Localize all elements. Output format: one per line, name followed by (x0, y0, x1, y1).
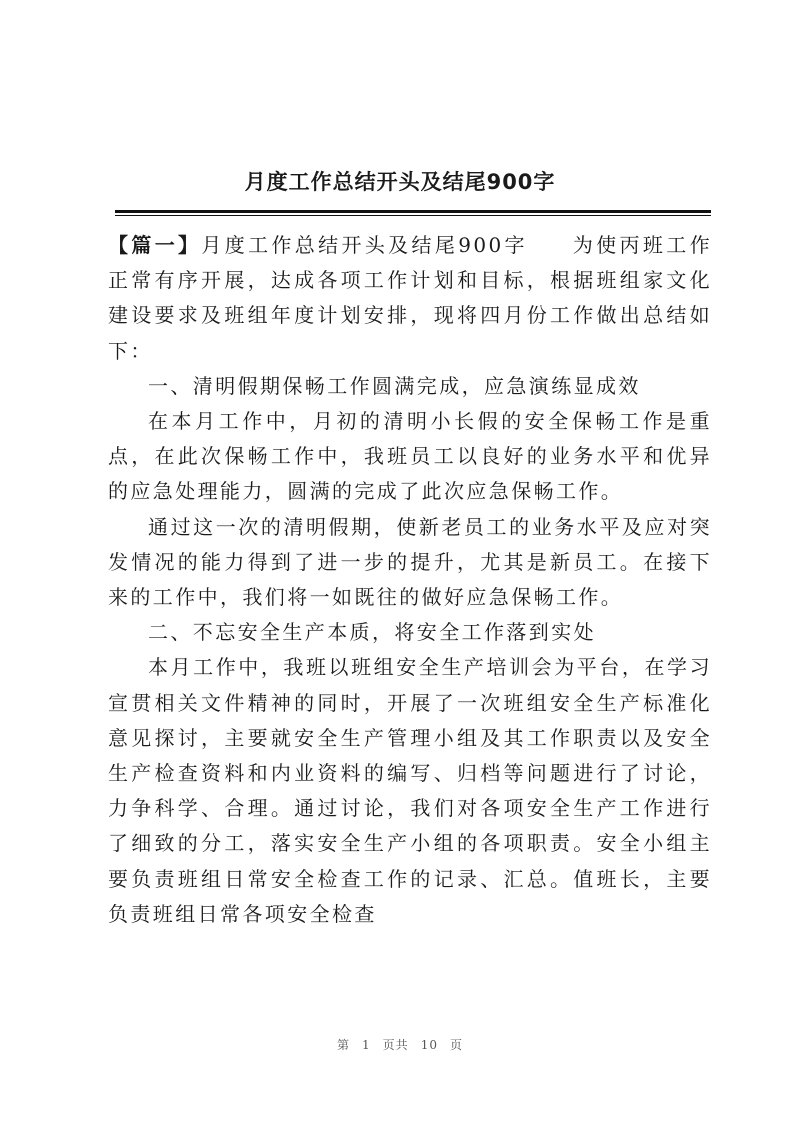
section-tag: 【篇一】 (108, 233, 202, 257)
body-paragraph: 在本月工作中，月初的清明小长假的安全保畅工作是重点，在此次保畅工作中，我班员工以良好的业务水平和优异的应急处理能力，圆满的完成了此次应急保畅工作。 (108, 409, 712, 504)
intro-text: 为使丙班工作正常有序开展，达成各项工作计划和目标，根据班组家文化建设要求及班组年度计划安排，现将四月份工作做出总结如下： (108, 233, 712, 363)
footer-middle: 页共 (382, 1038, 409, 1052)
intro-paragraph (108, 228, 712, 369)
document-body (108, 228, 712, 932)
page-footer (0, 1036, 800, 1053)
section-heading-2: 二、不忘安全生产本质，将安全工作落到实处 (148, 620, 596, 645)
footer-prefix: 第 (337, 1038, 351, 1052)
footer-current-page: 1 (362, 1038, 371, 1052)
footer-total-pages: 10 (420, 1038, 438, 1052)
title-divider-thick (115, 210, 711, 213)
document-title: 月度工作总结开头及结尾900字 (244, 170, 556, 194)
footer-suffix: 页 (449, 1038, 463, 1052)
section-heading-1: 一、清明假期保畅工作圆满完成，应急演练显成效 (148, 373, 641, 398)
body-paragraph: 通过这一次的清明假期，使新老员工的业务水平及应对突发情况的能力得到了进一步的提升，尤其是新员工。在接下来的工作中，我们将一如既往的做好应急保畅工作。 (108, 514, 712, 610)
title-divider-thin (115, 215, 711, 216)
section-tag-title: 月度工作总结开头及结尾900字 (201, 233, 528, 257)
body-paragraph: 本月工作中，我班以班组安全生产培训会为平台，在学习宣贯相关文件精神的同时，开展了一次班组安全生产标准化意见探讨，主要就安全生产管理小组及其工作职责以及安全生产检查资料和内业资料的编写、归档等问题进行了讨论，力争科学、合理。通过讨论，我们对各项安全生产工作进行了细致的分工，落实安全生产小组的各项职责。安全小组主要负责班组日常安全检查工作的记录、汇总。值班长，主要负责班组日常各项安全检查 (108, 655, 712, 926)
